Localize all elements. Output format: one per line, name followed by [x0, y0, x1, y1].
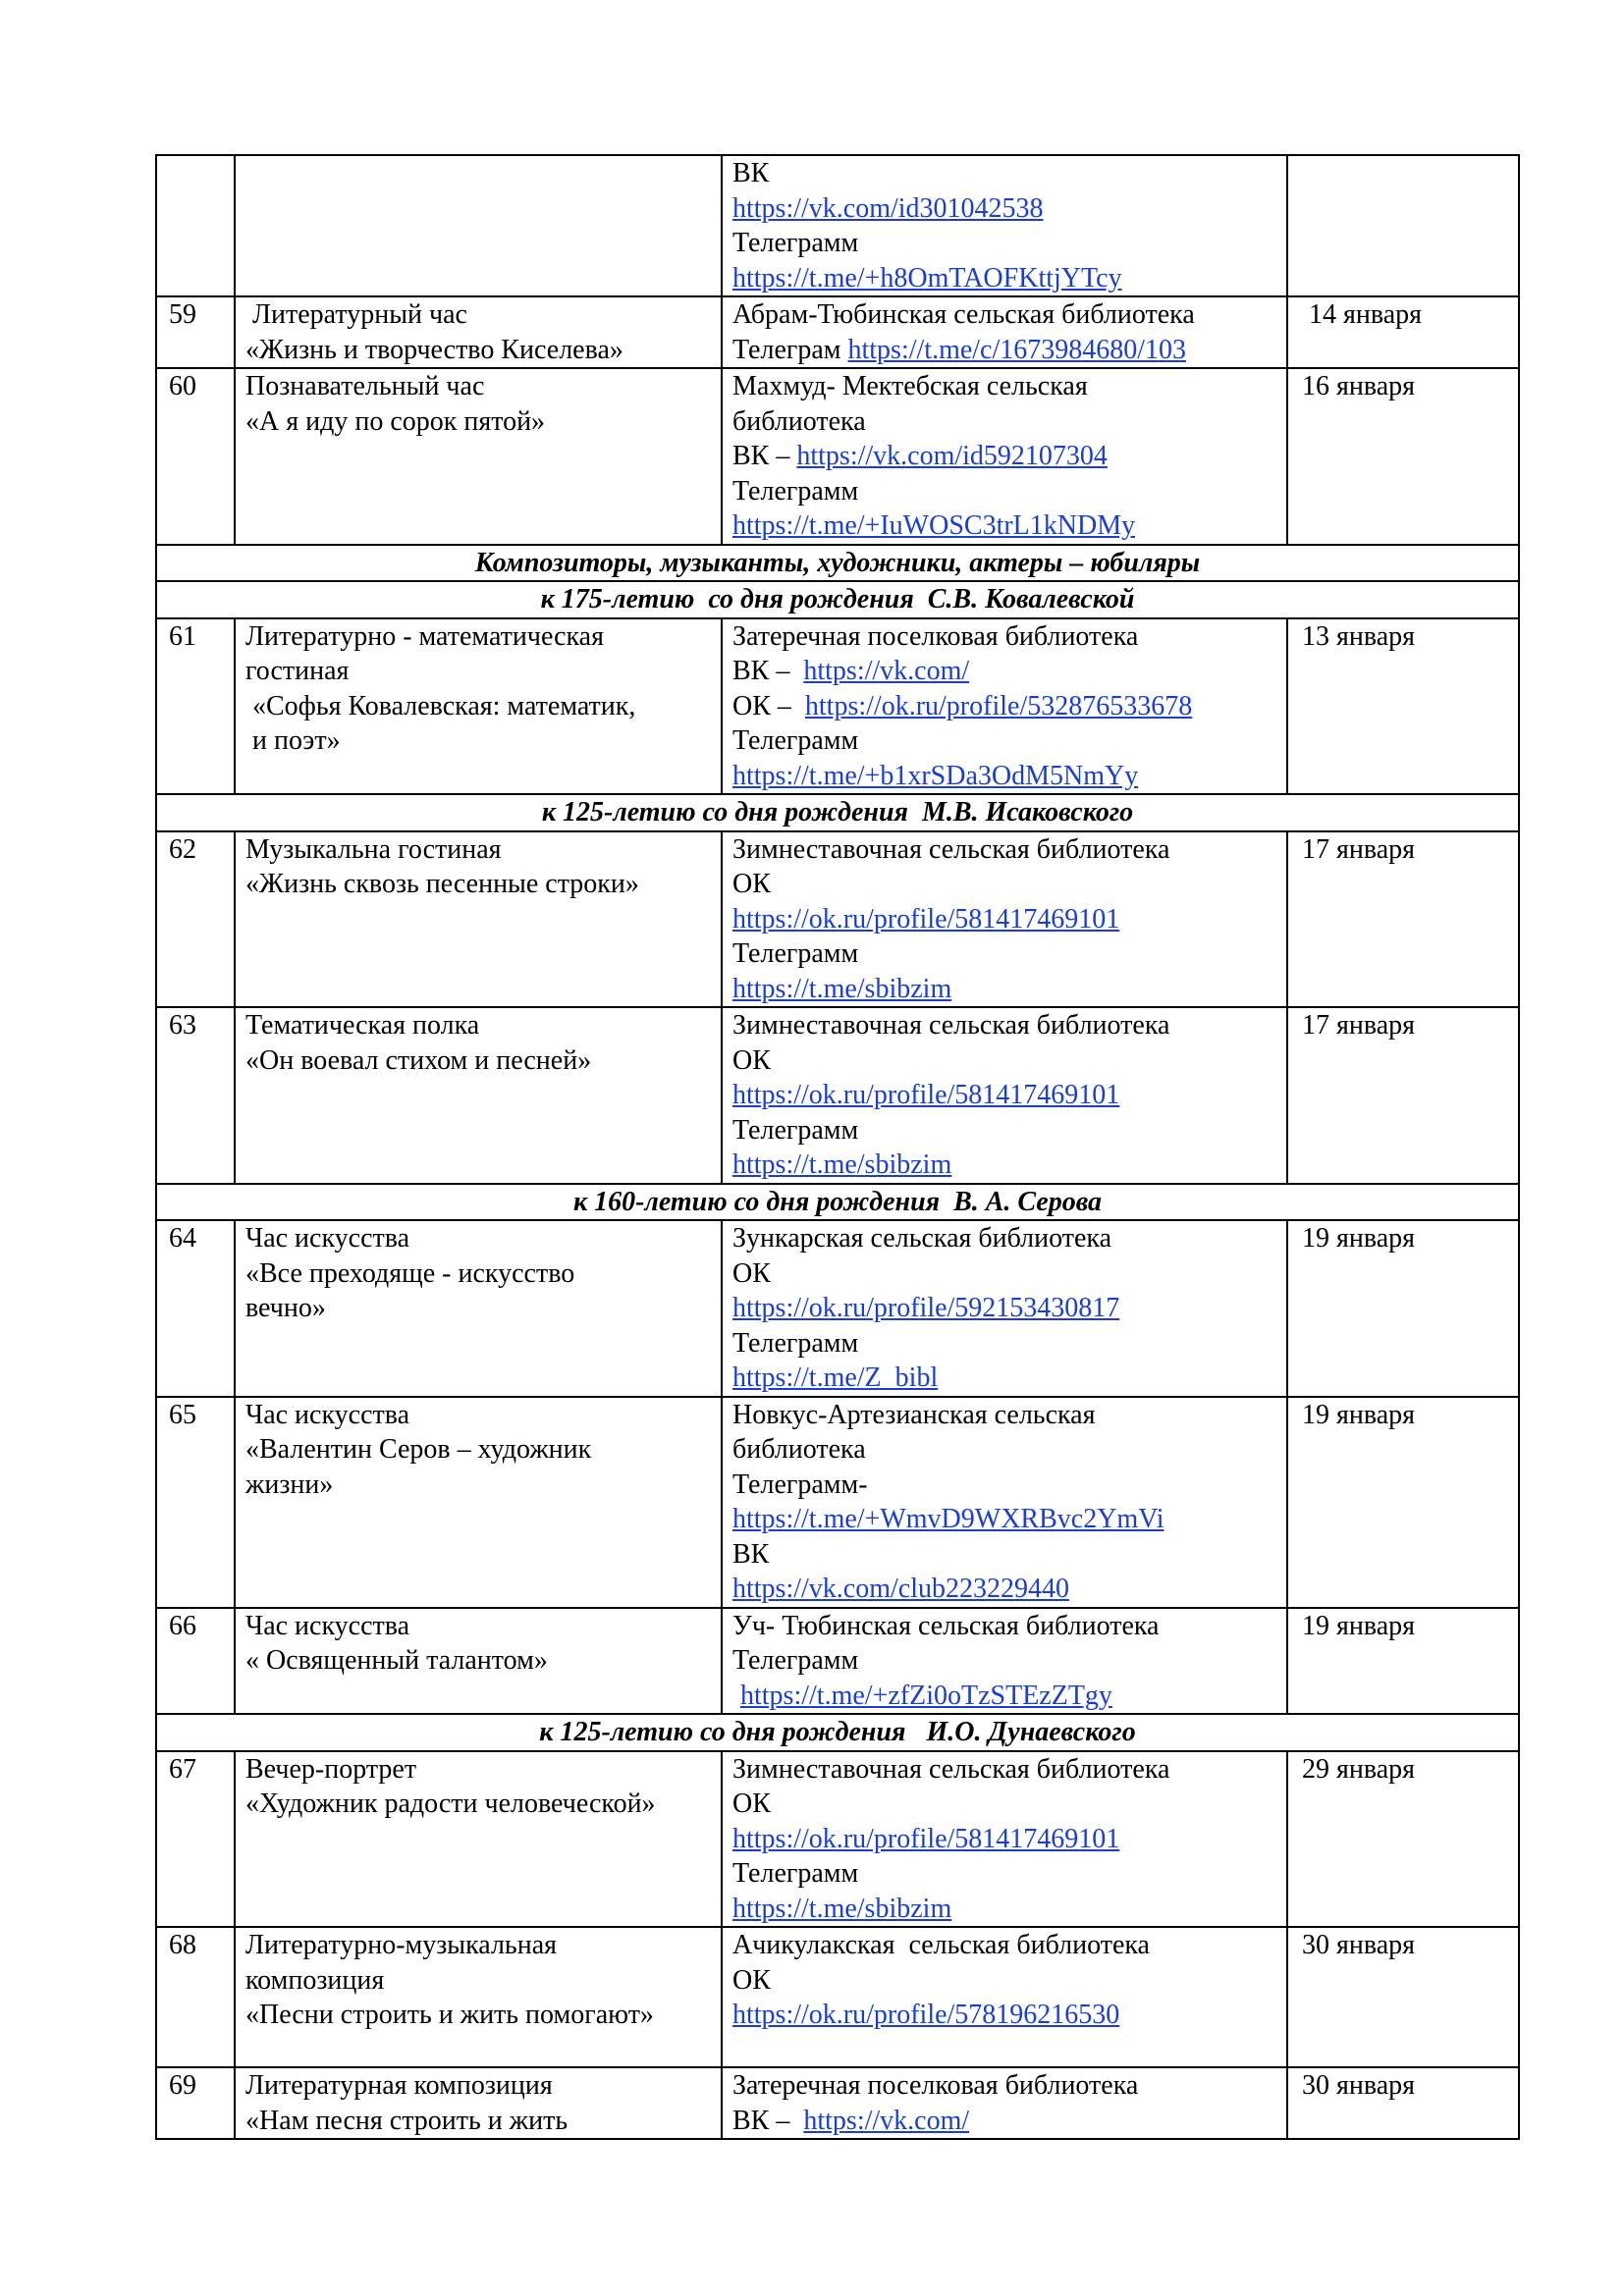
title-line: и поэт»: [245, 725, 341, 756]
event-title: [235, 296, 722, 368]
table-row: [156, 1751, 1519, 1928]
venue-line: ОК: [732, 1789, 771, 1819]
title-line: Час искусства: [245, 1610, 410, 1641]
venue-line: Абрам-Тюбинская сельская библиотека: [732, 299, 1195, 330]
title-line: Вечер-портрет: [245, 1753, 417, 1785]
table-row: [156, 831, 1519, 1008]
title-line: «Нам песня строить и жить: [245, 2105, 568, 2136]
venue-link[interactable]: https://ok.ru/profile/581417469101: [732, 1080, 1120, 1110]
title-line: «А я иду по сорок пятой»: [245, 405, 546, 437]
section-heading: к 160-летию со дня рождения В. А. Серова: [156, 1184, 1519, 1221]
event-date: 30 января: [1287, 2067, 1519, 2139]
venue-line: Затеречная поселковая библиотека: [732, 620, 1139, 652]
venue-line: Зимнеставочная сельская библиотека: [732, 1010, 1170, 1041]
venue-link[interactable]: https://vk.com/id301042538: [732, 192, 1044, 224]
venue-line: ОК: [732, 1257, 771, 1289]
venue-link[interactable]: https://t.me/Z_bibl: [732, 1362, 939, 1393]
venue-line: Телеграмм: [732, 475, 859, 507]
title-line: «Жизнь сквозь песенные строки»: [245, 869, 639, 899]
venue-prefix: ВК –: [732, 2105, 804, 2136]
venue-link[interactable]: https://vk.com/id592107304: [796, 441, 1108, 471]
venue-link[interactable]: https://t.me/+WmvD9WXRBvc2YmVi: [732, 1504, 1164, 1534]
section-heading-row: [156, 581, 1519, 618]
row-number: 61: [156, 618, 235, 795]
event-venue: [722, 1220, 1287, 1397]
venue-link[interactable]: https://vk.com/club223229440: [732, 1574, 1069, 1604]
event-venue: [722, 1397, 1287, 1608]
title-line: «Все преходяще - искусство: [245, 1257, 575, 1289]
event-title: [235, 2067, 722, 2139]
event-venue: [722, 618, 1287, 795]
row-number: 68: [156, 1927, 235, 2067]
table-row: [156, 2067, 1519, 2139]
event-venue: [722, 2067, 1287, 2139]
row-number: [156, 155, 235, 296]
venue-line: Зимнеставочная сельская библиотека: [732, 1753, 1170, 1785]
venue-line: Телеграмм: [732, 938, 859, 969]
venue-line: ОК: [732, 869, 771, 899]
table-row: [156, 155, 1519, 296]
table-row: [156, 618, 1519, 795]
events-table: [155, 154, 1520, 2140]
table-row: [156, 1927, 1519, 2067]
venue-line: ОК: [732, 1964, 771, 1996]
section-heading-row: [156, 1184, 1519, 1221]
event-title: [235, 831, 722, 1008]
row-number: 67: [156, 1751, 235, 1928]
event-venue: [722, 1608, 1287, 1715]
event-venue: [722, 1927, 1287, 2067]
event-date: 19 января: [1287, 1608, 1519, 1715]
venue-link[interactable]: https://vk.com/: [803, 2105, 970, 2136]
row-number: 59: [156, 296, 235, 368]
venue-link[interactable]: https://ok.ru/profile/578196216530: [732, 2000, 1120, 2030]
title-line: жизни»: [245, 1468, 334, 1500]
table-row: [156, 1397, 1519, 1608]
title-line: Музыкальна гостиная: [245, 833, 502, 865]
event-date: 19 января: [1287, 1397, 1519, 1608]
venue-line: ВК: [732, 158, 770, 188]
section-heading: к 175-летию со дня рождения С.В. Ковалевской: [156, 581, 1519, 618]
event-title: [235, 1007, 722, 1184]
event-date: 16 января: [1287, 368, 1519, 545]
venue-line: Ачикулакская сельская библиотека: [732, 1930, 1150, 1960]
event-title: [235, 1751, 722, 1928]
venue-line: Телеграмм: [732, 1645, 859, 1676]
event-venue: [722, 831, 1287, 1008]
venue-line: Зункарская сельская библиотека: [732, 1223, 1112, 1254]
title-line: композиция: [245, 1964, 385, 1996]
title-line: Познавательный час: [245, 371, 485, 401]
row-number: 64: [156, 1220, 235, 1397]
venue-line: библиотека: [732, 1434, 866, 1465]
event-venue: [722, 368, 1287, 545]
event-title: [235, 1220, 722, 1397]
section-heading-row: [156, 545, 1519, 582]
title-line: вечно»: [245, 1293, 326, 1323]
venue-link[interactable]: https://t.me/c/1673984680/103: [847, 334, 1187, 365]
venue-link[interactable]: https://ok.ru/profile/592153430817: [732, 1293, 1120, 1323]
venue-link[interactable]: https://t.me/sbibzim: [732, 973, 952, 1004]
event-date: 17 января: [1287, 831, 1519, 1008]
row-number: 60: [156, 368, 235, 545]
row-number: 69: [156, 2067, 235, 2139]
event-title: [235, 155, 722, 296]
event-title: [235, 1927, 722, 2067]
event-title: [235, 618, 722, 795]
venue-link[interactable]: https://ok.ru/profile/532876533678: [804, 690, 1193, 721]
event-date: 29 января: [1287, 1751, 1519, 1928]
venue-line: Телеграмм: [732, 1858, 859, 1889]
venue-link[interactable]: https://t.me/sbibzim: [732, 1893, 952, 1924]
venue-line: ВК: [732, 1538, 770, 1570]
title-line: «Он воевал стихом и песней»: [245, 1044, 592, 1076]
venue-prefix: ВК –: [732, 441, 797, 471]
title-line: Тематическая полка: [245, 1010, 480, 1041]
section-heading: к 125-летию со дня рождения И.О. Дунаевского: [156, 1714, 1519, 1751]
venue-line: библиотека: [732, 405, 866, 437]
title-line: Литературно - математическая: [245, 620, 604, 652]
title-line: Час искусства: [245, 1223, 410, 1254]
venue-link[interactable]: https://t.me/sbibzim: [732, 1149, 952, 1180]
venue-link[interactable]: https://ok.ru/profile/581417469101: [732, 1823, 1120, 1854]
event-date: [1287, 155, 1519, 296]
title-line: «Жизнь и творчество Киселева»: [245, 334, 623, 365]
section-heading: Композиторы, музыканты, художники, актеры – юбиляры: [156, 545, 1519, 582]
venue-line: Уч- Тюбинская сельская библиотека: [732, 1610, 1160, 1641]
section-heading: к 125-летию со дня рождения М.В. Исаковского: [156, 794, 1519, 831]
event-venue: [722, 1751, 1287, 1928]
venue-link[interactable]: https://t.me/+zfZi0oTzSTEzZTgy: [740, 1680, 1112, 1711]
event-date: 17 января: [1287, 1007, 1519, 1184]
venue-line: Зимнеставочная сельская библиотека: [732, 833, 1170, 865]
venue-line: Телеграмм: [732, 1114, 859, 1146]
venue-line: ОК: [732, 1044, 771, 1076]
title-line: Литературно-музыкальная: [245, 1930, 557, 1960]
table-row: [156, 1608, 1519, 1715]
event-venue: [722, 1007, 1287, 1184]
venue-line: Телеграмм: [732, 228, 859, 258]
table-row: [156, 1220, 1519, 1397]
event-title: [235, 368, 722, 545]
event-venue: [722, 155, 1287, 296]
venue-line: Телеграмм: [732, 1327, 859, 1359]
title-line: «Валентин Серов – художник: [245, 1434, 592, 1465]
document-page: [155, 154, 1520, 2140]
title-line: «Софья Ковалевская: математик,: [245, 690, 636, 721]
event-date: 19 января: [1287, 1220, 1519, 1397]
event-date: 30 января: [1287, 1927, 1519, 2067]
event-venue: [722, 296, 1287, 368]
venue-link[interactable]: https://t.me/+IuWOSC3trL1kNDMy: [732, 510, 1136, 541]
event-date: 14 января: [1287, 296, 1519, 368]
title-line: «Песни строить и жить помогают»: [245, 2000, 654, 2030]
section-heading-row: [156, 794, 1519, 831]
row-number: 66: [156, 1608, 235, 1715]
title-line: « Освященный талантом»: [245, 1645, 548, 1676]
table-row: [156, 296, 1519, 368]
event-title: [235, 1608, 722, 1715]
venue-line: Телеграмм: [732, 725, 859, 756]
row-number: 65: [156, 1397, 235, 1608]
title-line: Литературный час: [245, 299, 467, 330]
row-number: 62: [156, 831, 235, 1008]
title-line: гостиная: [245, 656, 350, 686]
table-row: [156, 1007, 1519, 1184]
venue-prefix: ВК –: [732, 656, 804, 686]
venue-line: Телеграмм-: [732, 1468, 868, 1500]
venue-link[interactable]: https://t.me/+b1xrSDa3OdM5NmYy: [732, 760, 1139, 791]
event-title: [235, 1397, 722, 1608]
venue-link[interactable]: https://ok.ru/profile/581417469101: [732, 903, 1120, 934]
title-line: Час искусства: [245, 1399, 410, 1430]
table-row: [156, 368, 1519, 545]
venue-line: Махмуд- Мектебская сельская: [732, 371, 1088, 401]
venue-link[interactable]: https://t.me/+h8OmTAOFKttjYTcy: [732, 262, 1122, 294]
venue-line: Новкус-Артезианская сельская: [732, 1399, 1096, 1430]
row-number: 63: [156, 1007, 235, 1184]
venue-prefix: ОК –: [732, 690, 805, 721]
title-line: Литературная композиция: [245, 2070, 553, 2101]
event-date: 13 января: [1287, 618, 1519, 795]
section-heading-row: [156, 1714, 1519, 1751]
venue-link[interactable]: https://vk.com/: [803, 656, 970, 686]
title-line: «Художник радости человеческой»: [245, 1789, 656, 1819]
venue-prefix: Телеграм: [732, 334, 848, 365]
venue-line: Затеречная поселковая библиотека: [732, 2070, 1139, 2101]
